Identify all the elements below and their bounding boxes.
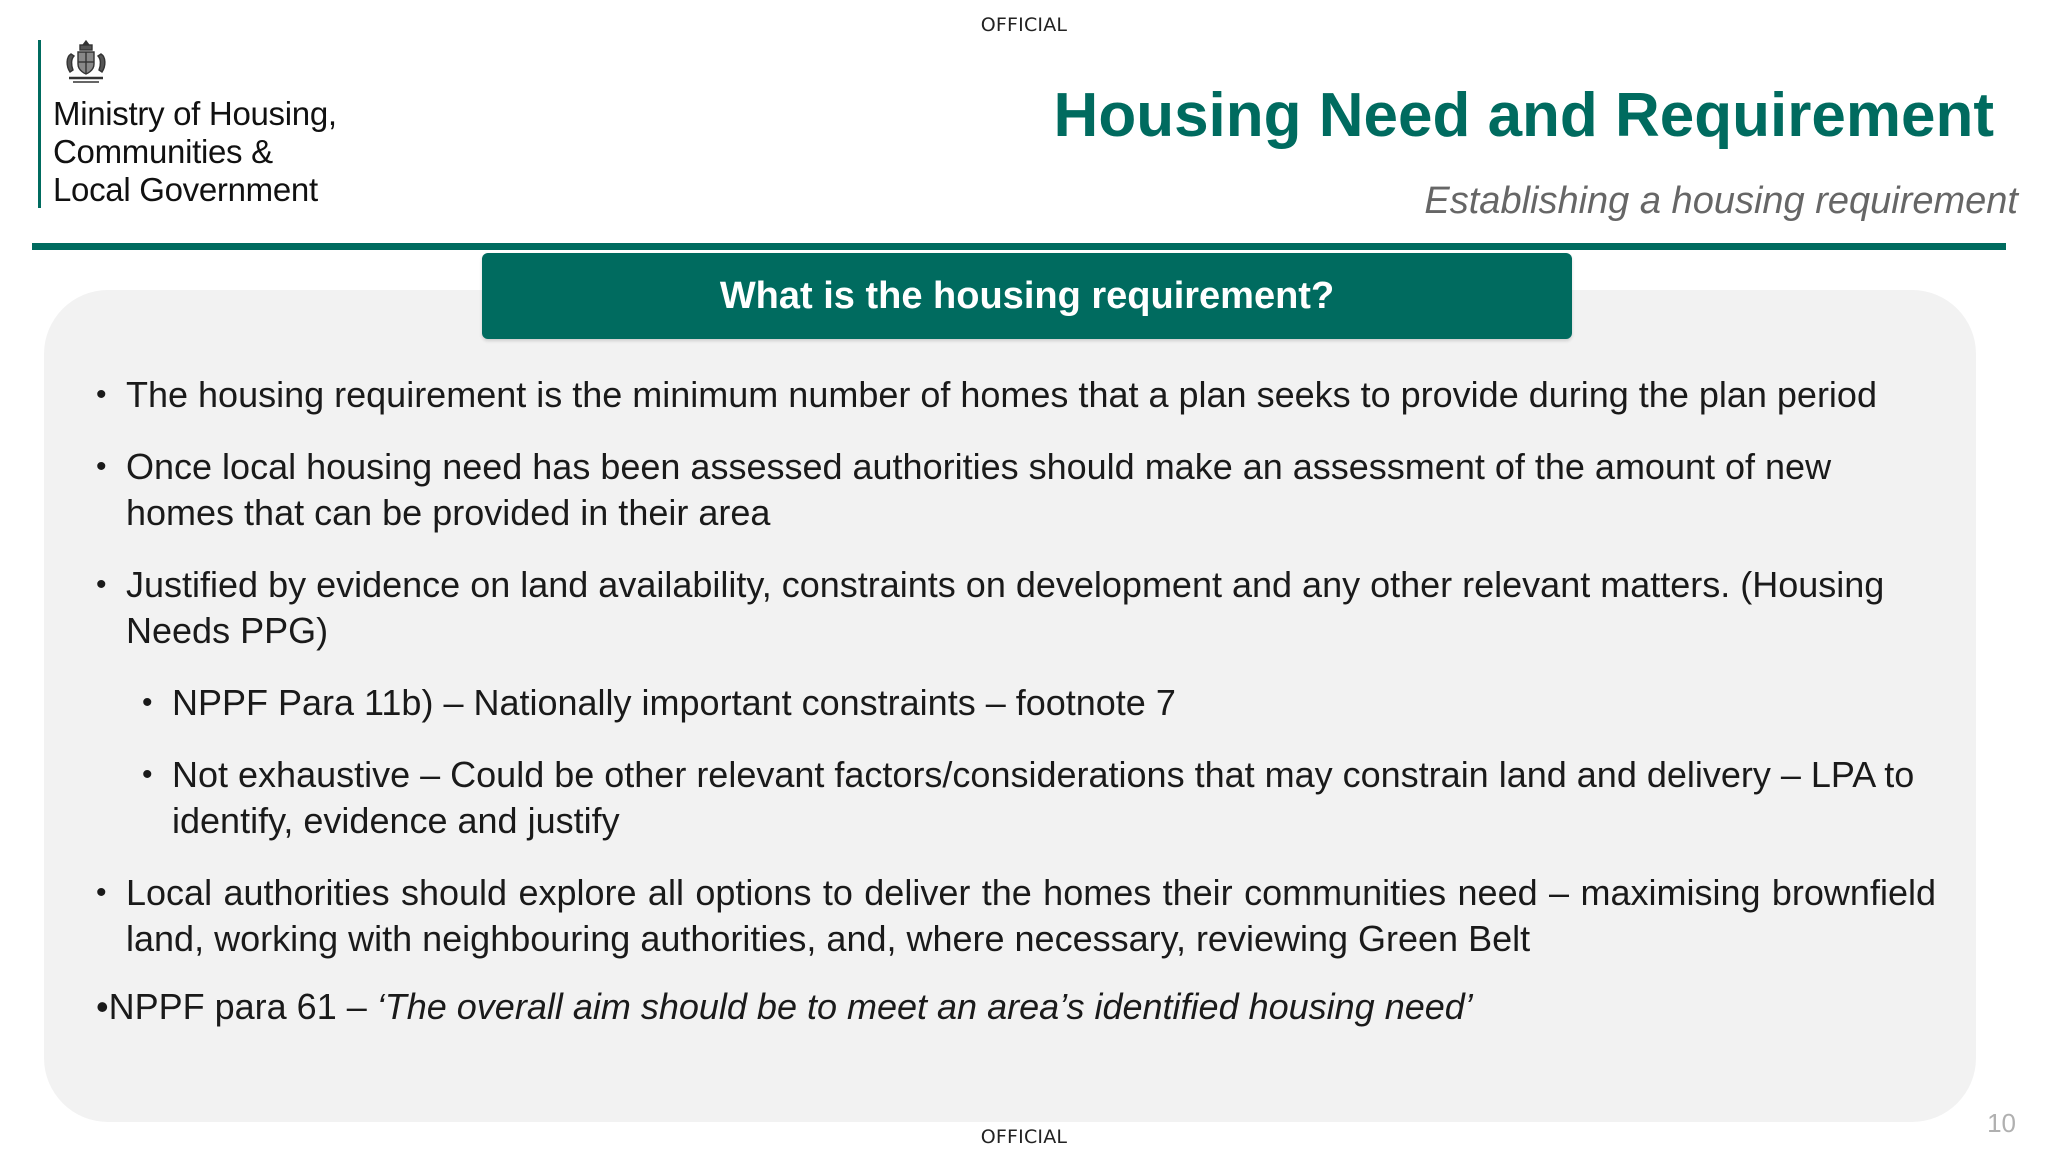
bullet-dot: • [96, 568, 107, 601]
bullet-item-quote [96, 984, 1936, 1030]
logo-line-2: Communities & [53, 133, 273, 170]
bullet-dot: • [96, 986, 109, 1027]
bullet-item [96, 870, 1936, 962]
question-banner: What is the housing requirement? [482, 253, 1572, 339]
sub-bullet-item [142, 752, 1936, 844]
bullet-item [96, 372, 1936, 418]
header-divider [32, 243, 2006, 250]
quote-text: ‘The overall aim should be to meet an area’s identified housing need’ [376, 986, 1473, 1027]
logo-line-3: Local Government [53, 171, 318, 208]
bullet-list [96, 372, 1936, 1056]
sub-bullet-item [142, 680, 1936, 726]
bullet-text: Justified by evidence on land availability, constraints on development and any other relevant matters. (Housing Needs PPG) [126, 564, 1885, 651]
department-logo [38, 40, 337, 208]
bullet-item [96, 444, 1936, 536]
classification-bottom: OFFICIAL [980, 1126, 1068, 1148]
bullet-dot: • [96, 450, 107, 483]
bullet-dot: • [142, 758, 153, 791]
quote-prefix: NPPF para 61 – [108, 986, 377, 1027]
bullet-item [96, 562, 1936, 654]
slide-subtitle: Establishing a housing requirement [1424, 180, 2018, 222]
logo-line-1: Ministry of Housing, [53, 95, 337, 132]
bullet-text: The housing requirement is the minimum number of homes that a plan seeks to provide during the plan period [126, 374, 1877, 415]
department-name [53, 95, 337, 209]
sub-bullet-text: NPPF Para 11b) – Nationally important constraints – footnote 7 [172, 682, 1176, 723]
royal-crest-icon [63, 38, 109, 88]
sub-bullet-text: Not exhaustive – Could be other relevant factors/considerations that may constrain land and delivery – LPA to identify, evidence and justify [172, 754, 1915, 841]
slide-title: Housing Need and Requirement [1053, 81, 1994, 150]
bullet-dot: • [142, 686, 153, 719]
classification-top: OFFICIAL [980, 14, 1068, 36]
bullet-dot: • [96, 876, 107, 909]
page-number: 10 [1987, 1108, 2016, 1138]
bullet-text: Once local housing need has been assessed authorities should make an assessment of the amount of new homes that can be provided in their area [126, 446, 1832, 533]
bullet-text: Local authorities should explore all options to deliver the homes their communities need – maximising brownfield land, working with neighbouring authorities, and, where necessary, reviewing Green Belt [126, 872, 1936, 959]
bullet-dot: • [96, 378, 107, 411]
